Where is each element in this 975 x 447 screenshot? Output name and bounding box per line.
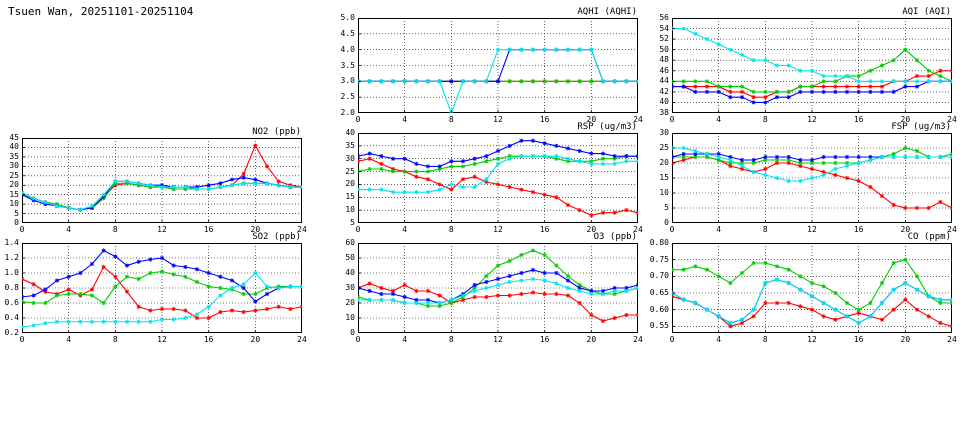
y-tick-label: 25 xyxy=(9,170,19,180)
page-title: Tsuen Wan, 20251101-20251104 xyxy=(8,5,194,18)
y-tick-label: 46 xyxy=(659,65,669,75)
x-tick-label: 24 xyxy=(633,225,643,234)
y-tick-label: 56 xyxy=(659,13,669,22)
y-tick-label: 42 xyxy=(659,86,669,96)
x-tick-label: 16 xyxy=(853,335,864,344)
y-tick-label: 2.0 xyxy=(340,108,355,117)
chart-panel-o3 xyxy=(345,232,643,344)
y-tick-label: 48 xyxy=(659,55,669,65)
chart-title-aqi: AQI (AQI) xyxy=(902,7,951,17)
x-tick-label: 8 xyxy=(112,335,118,344)
y-tick-label: 30 xyxy=(345,283,355,292)
y-tick-label: 0.55 xyxy=(649,321,669,331)
y-tick-label: 35 xyxy=(345,140,355,150)
plot-svg-o3 xyxy=(358,243,638,333)
x-tick-label: 0 xyxy=(669,225,675,234)
x-tick-label: 0 xyxy=(19,225,25,234)
y-tick-label: 5 xyxy=(350,218,355,227)
y-tick-label: 4.0 xyxy=(340,44,355,54)
chart-panel-aqi xyxy=(659,7,957,124)
plot-svg-so2 xyxy=(22,243,302,333)
y-tick-label: 30 xyxy=(345,153,355,163)
x-tick-label: 20 xyxy=(250,335,261,344)
chart-title-o3: O3 (ppb) xyxy=(593,232,637,242)
x-tick-label: 4 xyxy=(716,225,722,234)
x-tick-label: 8 xyxy=(762,225,768,234)
chart-panel-so2 xyxy=(4,232,307,344)
x-tick-label: 0 xyxy=(355,335,361,344)
y-tick-label: 10 xyxy=(345,205,355,215)
x-tick-label: 24 xyxy=(947,335,957,344)
plot-svg-no2 xyxy=(22,138,302,223)
x-tick-label: 0 xyxy=(355,115,361,124)
y-tick-label: 0.6 xyxy=(4,298,19,307)
chart-panel-no2 xyxy=(9,127,307,234)
y-tick-label: 0.65 xyxy=(649,288,669,297)
y-tick-label: 0.75 xyxy=(649,254,669,264)
y-tick-label: 0.60 xyxy=(649,304,669,314)
x-tick-label: 24 xyxy=(633,335,643,344)
y-tick-label: 20 xyxy=(345,298,355,307)
chart-title-co: CO (ppm) xyxy=(907,232,951,242)
x-tick-label: 4 xyxy=(66,225,72,234)
x-tick-label: 0 xyxy=(669,115,675,124)
plot-svg-rsp xyxy=(358,133,638,223)
y-tick-label: 35 xyxy=(9,151,19,161)
x-tick-label: 16 xyxy=(539,335,550,344)
y-tick-label: 54 xyxy=(659,23,669,33)
chart-panel-co xyxy=(649,232,957,344)
x-tick-label: 20 xyxy=(900,225,911,234)
plot-svg-co xyxy=(672,243,952,333)
x-tick-label: 0 xyxy=(19,335,25,344)
y-tick-label: 1.2 xyxy=(4,253,19,262)
x-tick-label: 4 xyxy=(716,115,722,124)
x-tick-label: 12 xyxy=(157,335,167,344)
x-tick-label: 20 xyxy=(900,335,911,344)
x-tick-label: 8 xyxy=(762,335,768,344)
y-tick-label: 0 xyxy=(14,218,19,227)
y-tick-label: 0.80 xyxy=(649,238,669,247)
x-tick-label: 20 xyxy=(250,225,261,234)
x-tick-label: 8 xyxy=(448,225,454,234)
x-tick-label: 16 xyxy=(203,225,214,234)
y-tick-label: 20 xyxy=(345,179,355,189)
x-tick-label: 12 xyxy=(493,225,503,234)
chart-title-so2: SO2 (ppb) xyxy=(252,232,301,242)
x-tick-label: 24 xyxy=(947,115,957,124)
y-tick-label: 50 xyxy=(659,44,669,54)
y-tick-label: 40 xyxy=(345,128,355,137)
x-tick-label: 4 xyxy=(402,225,408,234)
series-line-rsp-3 xyxy=(358,156,638,192)
y-tick-label: 30 xyxy=(9,161,19,171)
x-tick-label: 12 xyxy=(807,115,817,124)
chart-title-no2: NO2 (ppb) xyxy=(252,127,301,137)
y-tick-label: 1.0 xyxy=(4,268,19,277)
x-tick-label: 20 xyxy=(586,115,597,124)
plot-svg-aqi xyxy=(672,18,952,113)
y-tick-label: 30 xyxy=(659,128,669,137)
x-tick-label: 4 xyxy=(66,335,72,344)
y-tick-label: 15 xyxy=(659,173,669,182)
y-tick-label: 25 xyxy=(659,143,669,152)
x-tick-label: 0 xyxy=(669,335,675,344)
x-tick-label: 8 xyxy=(448,115,454,124)
x-tick-label: 12 xyxy=(493,335,503,344)
plot-svg-fsp xyxy=(672,133,952,223)
y-tick-label: 0.70 xyxy=(649,271,669,281)
y-tick-label: 25 xyxy=(345,166,355,176)
y-tick-label: 3.0 xyxy=(340,76,355,86)
y-tick-label: 15 xyxy=(345,192,355,202)
series-line-co-3 xyxy=(672,280,952,323)
chart-title-rsp: RSP (ug/m3) xyxy=(577,122,637,132)
x-tick-label: 4 xyxy=(716,335,722,344)
chart-panel-aqhi xyxy=(340,7,643,124)
y-tick-label: 45 xyxy=(9,133,19,142)
x-tick-label: 24 xyxy=(297,225,307,234)
y-tick-label: 0 xyxy=(664,218,669,227)
x-tick-label: 24 xyxy=(947,225,957,234)
x-tick-label: 8 xyxy=(448,335,454,344)
y-tick-label: 0.8 xyxy=(4,283,19,292)
chart-title-fsp: FSP (ug/m3) xyxy=(891,122,951,132)
x-tick-label: 0 xyxy=(355,225,361,234)
y-tick-label: 5 xyxy=(14,208,19,218)
y-tick-label: 10 xyxy=(9,199,19,209)
y-tick-label: 0.4 xyxy=(4,313,19,322)
y-tick-label: 40 xyxy=(9,142,19,152)
x-tick-label: 4 xyxy=(402,335,408,344)
y-tick-label: 0.2 xyxy=(4,328,19,337)
x-tick-label: 16 xyxy=(539,225,550,234)
x-tick-label: 24 xyxy=(633,115,643,124)
x-tick-label: 20 xyxy=(586,335,597,344)
y-tick-label: 5.0 xyxy=(340,13,355,22)
x-tick-label: 8 xyxy=(762,115,768,124)
chart-title-aqhi: AQHI (AQHI) xyxy=(577,7,637,17)
y-tick-label: 4.5 xyxy=(340,28,355,38)
x-tick-label: 24 xyxy=(297,335,307,344)
y-tick-label: 40 xyxy=(345,268,355,277)
x-tick-label: 12 xyxy=(493,115,503,124)
y-tick-label: 5 xyxy=(664,203,669,212)
y-tick-label: 10 xyxy=(345,313,355,322)
y-tick-label: 2.5 xyxy=(340,92,355,102)
y-tick-label: 38 xyxy=(659,108,669,117)
y-tick-label: 0 xyxy=(350,328,355,337)
y-tick-label: 44 xyxy=(659,76,669,86)
x-tick-label: 16 xyxy=(203,335,214,344)
y-tick-label: 10 xyxy=(659,188,669,197)
y-tick-label: 40 xyxy=(659,97,669,107)
x-tick-label: 8 xyxy=(112,225,118,234)
y-tick-label: 50 xyxy=(345,253,355,262)
chart-panel-fsp xyxy=(659,122,957,234)
y-tick-label: 20 xyxy=(9,180,19,190)
x-tick-label: 12 xyxy=(807,335,817,344)
y-tick-label: 1.4 xyxy=(4,238,19,247)
y-tick-label: 52 xyxy=(659,34,669,44)
x-tick-label: 12 xyxy=(807,225,817,234)
x-tick-label: 16 xyxy=(853,115,864,124)
x-tick-label: 16 xyxy=(539,115,550,124)
x-tick-label: 4 xyxy=(402,115,408,124)
x-tick-label: 16 xyxy=(853,225,864,234)
y-tick-label: 20 xyxy=(659,158,669,167)
x-tick-label: 20 xyxy=(900,115,911,124)
y-tick-label: 60 xyxy=(345,238,355,247)
x-tick-label: 12 xyxy=(157,225,167,234)
plot-svg-aqhi xyxy=(358,18,638,113)
x-tick-label: 20 xyxy=(586,225,597,234)
y-tick-label: 15 xyxy=(9,189,19,199)
chart-panel-rsp xyxy=(345,122,643,234)
y-tick-label: 3.5 xyxy=(340,60,355,70)
